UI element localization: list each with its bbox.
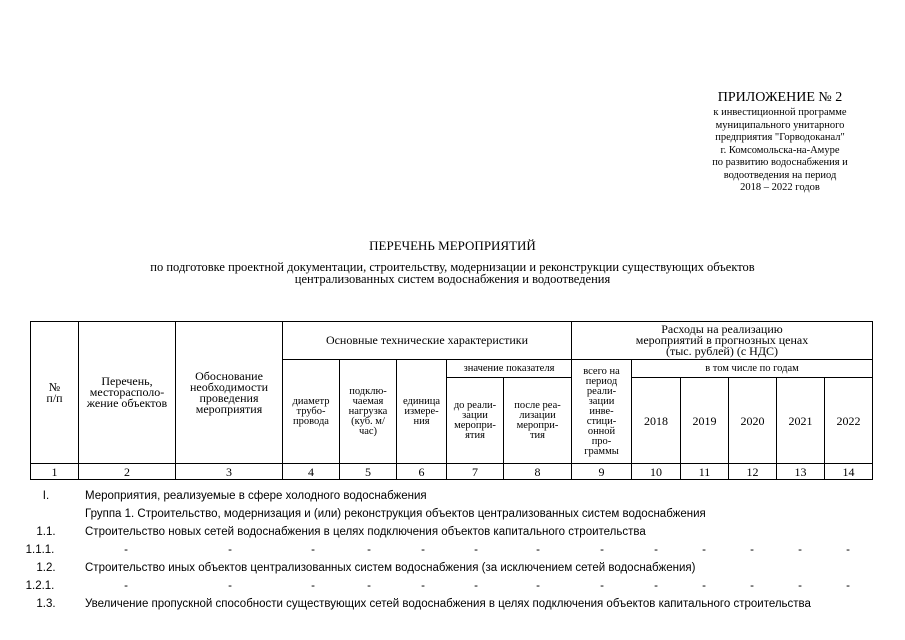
subtitle-line-2: централизованных систем водоснабжения и водоотведения bbox=[294, 272, 611, 286]
appendix-line: предприятия "Горводоканал" bbox=[715, 132, 845, 143]
dash-cell: - bbox=[798, 544, 802, 556]
column-number: 6 bbox=[397, 464, 447, 480]
table-row bbox=[0, 598, 905, 616]
row-number: I. bbox=[42, 490, 50, 502]
header-total: всего на период реали- зации инве- стици- онной про- граммы bbox=[572, 360, 632, 464]
appendix-block bbox=[680, 90, 880, 194]
dash-cell: - bbox=[474, 580, 478, 592]
dash-cell: - bbox=[228, 580, 232, 592]
column-number: 14 bbox=[825, 464, 873, 480]
column-number: 10 bbox=[632, 464, 681, 480]
header-year: 2022 bbox=[825, 378, 873, 464]
dash-cell: - bbox=[421, 544, 425, 556]
dash-cell: - bbox=[654, 580, 658, 592]
header-by-years: в том числе по годам bbox=[632, 360, 873, 378]
dash-cell: - bbox=[311, 580, 315, 592]
header-list: Перечень, месторасполо- жение объектов bbox=[79, 322, 176, 464]
row-text: Группа 1. Строительство, модернизация и (или) реконструкция объектов централизованных систем водоснабжения bbox=[85, 508, 706, 520]
header-justification: Обоснование необходимости проведения мероприятия bbox=[176, 322, 283, 464]
dash-cell: - bbox=[536, 544, 540, 556]
table-row bbox=[0, 544, 905, 562]
header-year: 2021 bbox=[777, 378, 825, 464]
column-number: 1 bbox=[31, 464, 79, 480]
appendix-line: г. Комсомольска-на-Амуре bbox=[720, 144, 840, 156]
table-row bbox=[0, 580, 905, 598]
dash-cell: - bbox=[702, 544, 706, 556]
dash-cell: - bbox=[600, 544, 604, 556]
dash-cell: - bbox=[367, 544, 371, 556]
table-row bbox=[0, 526, 905, 544]
dash-cell: - bbox=[124, 544, 128, 556]
dash-cell: - bbox=[702, 580, 706, 592]
appendix-title: ПРИЛОЖЕНИЕ № 2 bbox=[717, 90, 843, 105]
table-row bbox=[0, 490, 905, 508]
dash-cell: - bbox=[600, 580, 604, 592]
row-number: 1.2. bbox=[36, 562, 56, 574]
column-number: 3 bbox=[176, 464, 283, 480]
header-year: 2019 bbox=[681, 378, 729, 464]
row-number: 1.1. bbox=[36, 526, 56, 538]
dash-cell: - bbox=[474, 544, 478, 556]
appendix-line: по развитию водоснабжения и bbox=[712, 157, 848, 168]
header-year: 2020 bbox=[729, 378, 777, 464]
dash-cell: - bbox=[846, 544, 850, 556]
header-year: 2018 bbox=[632, 378, 681, 464]
row-number: 1.2.1. bbox=[25, 580, 55, 592]
dash-cell: - bbox=[654, 544, 658, 556]
document-subtitle bbox=[60, 261, 845, 285]
row-text: Строительство иных объектов централизованных систем водоснабжения (за исключением сетей водоснабжения) bbox=[85, 562, 696, 574]
appendix-line: водоотведения на период bbox=[723, 169, 837, 181]
appendix-line: к инвестиционной программе bbox=[713, 107, 847, 118]
column-number: 9 bbox=[572, 464, 632, 480]
header-load: подклю- чаемая нагрузка (куб. м/ час) bbox=[340, 360, 397, 464]
appendix-line: 2018 – 2022 годов bbox=[740, 182, 820, 193]
table-row bbox=[0, 508, 905, 526]
column-number: 4 bbox=[283, 464, 340, 480]
dash-cell: - bbox=[750, 544, 754, 556]
dash-cell: - bbox=[798, 580, 802, 592]
dash-cell: - bbox=[124, 580, 128, 592]
dash-cell: - bbox=[311, 544, 315, 556]
column-number: 5 bbox=[340, 464, 397, 480]
row-text: Увеличение пропускной способности существующих сетей водоснабжения в целях подключения объектов капитального строительства bbox=[85, 598, 811, 610]
column-number: 11 bbox=[681, 464, 729, 480]
row-number: 1.3. bbox=[36, 598, 56, 610]
row-text: Строительство новых сетей водоснабжения в целях подключения объектов капитального строительства bbox=[85, 526, 646, 538]
header-expenses: Расходы на реализацию мероприятий в прогнозных ценах (тыс. рублей) (с НДС) bbox=[572, 322, 873, 360]
measures-table bbox=[30, 321, 873, 480]
row-text: Мероприятия, реализуемые в сфере холодного водоснабжения bbox=[85, 490, 427, 502]
dash-cell: - bbox=[367, 580, 371, 592]
document-title: ПЕРЕЧЕНЬ МЕРОПРИЯТИЙ bbox=[369, 238, 536, 253]
dash-cell: - bbox=[536, 580, 540, 592]
table-row bbox=[0, 562, 905, 580]
column-number: 13 bbox=[777, 464, 825, 480]
header-diameter: диаметр трубо- провода bbox=[283, 360, 340, 464]
dash-cell: - bbox=[846, 580, 850, 592]
column-number: 2 bbox=[79, 464, 176, 480]
header-unit: единица измере- ния bbox=[397, 360, 447, 464]
header-num: № п/п bbox=[31, 322, 79, 464]
dash-cell: - bbox=[421, 580, 425, 592]
dash-cell: - bbox=[228, 544, 232, 556]
column-number: 12 bbox=[729, 464, 777, 480]
header-before: до реали- зации меропри- ятия bbox=[447, 378, 504, 464]
dash-cell: - bbox=[750, 580, 754, 592]
header-after: после реа- лизации меропри- тия bbox=[504, 378, 572, 464]
column-number: 7 bbox=[447, 464, 504, 480]
header-tech: Основные технические характеристики bbox=[283, 322, 572, 360]
row-number: 1.1.1. bbox=[25, 544, 55, 556]
column-number: 8 bbox=[504, 464, 572, 480]
appendix-line: муниципального унитарного bbox=[715, 119, 845, 131]
header-indicator: значение показателя bbox=[447, 360, 572, 378]
subtitle-line-1: по подготовке проектной документации, строительству, модернизации и реконструкции существующих объектов bbox=[150, 260, 755, 274]
